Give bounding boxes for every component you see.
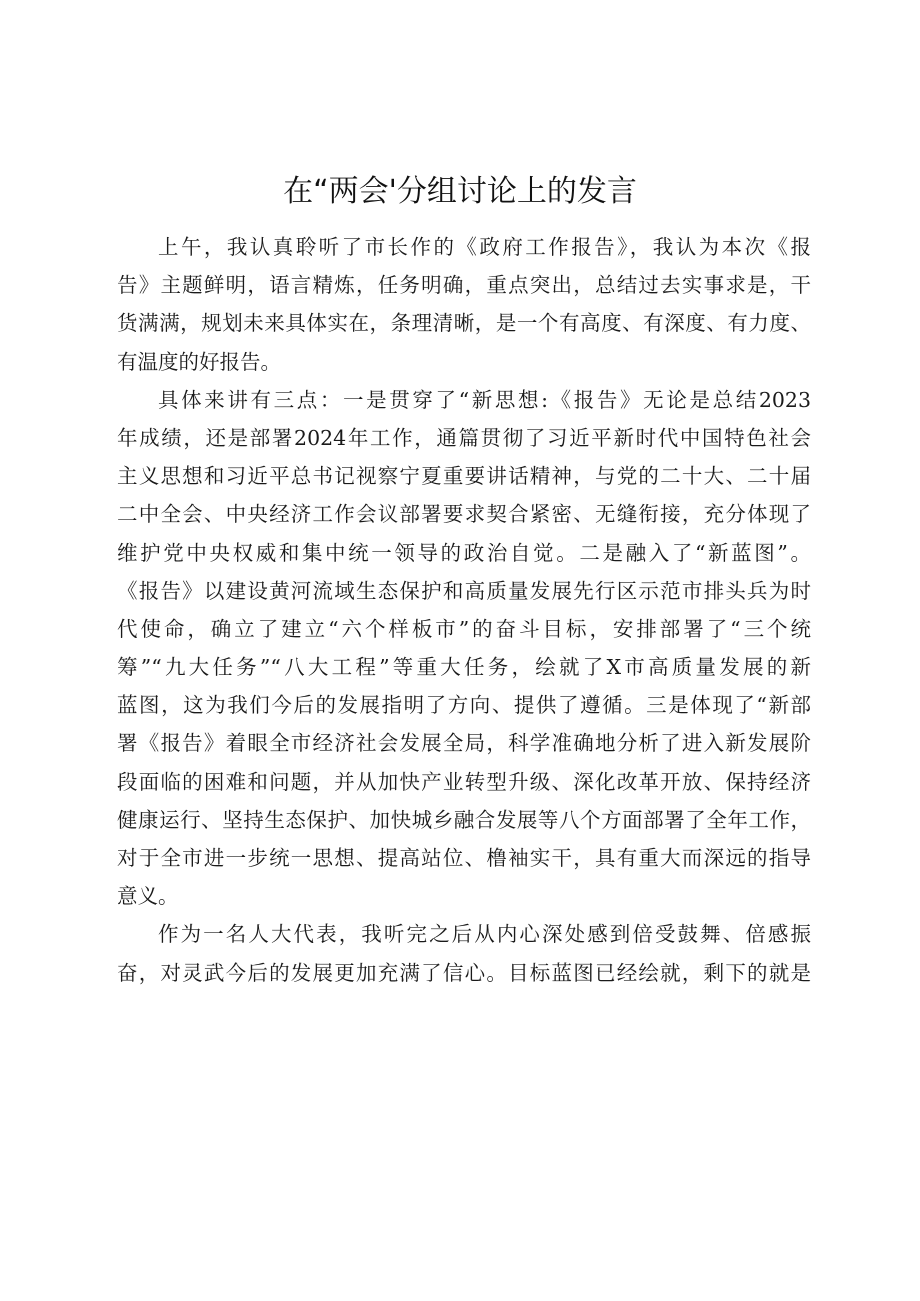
text-line: 货满满，规划未来具体实在，条理清晰，是一个有高度、有深度、有力度、 [117,311,811,336]
paragraph-1 [117,228,811,381]
text-line: 告》主题鲜明，语言精炼，任务明确，重点突出，总结过去实事求是，干 [117,273,811,298]
text-line: 主义思想和习近平总书记视察宁夏重要讲话精神，与党的二十大、二十届 [117,464,811,489]
paragraph-2 [117,381,811,916]
text-line: 蓝图，这为我们今后的发展指明了方向、提供了遵循。三是体现了“新部 [117,693,811,718]
text-line: 维护党中央权威和集中统一领导的政治自觉。二是融入了“新蓝图”。 [117,540,811,565]
document-body [117,228,811,992]
text-line: 有温度的好报告。 [117,349,281,374]
text-line: 二中全会、中央经济工作会议部署要求契合紧密、无缝衔接，充分体现了 [117,502,811,527]
text-line: 健康运行、坚持生态保护、加快城乡融合发展等八个方面部署了全年工作， [117,807,811,832]
text-line: 筹”“九大任务”“八大工程”等重大任务，绘就了X市高质量发展的新 [117,655,811,680]
text-line: 署《报告》着眼全市经济社会发展全局，科学准确地分析了进入新发展阶 [117,731,811,756]
text-line: 年成绩，还是部署2024年工作，通篇贯彻了习近平新时代中国特色社会 [117,425,811,450]
text-line: 上午，我认真聆听了市长作的《政府工作报告》，我认为本次《报 [158,235,811,259]
text-line: 作为一名人大代表，我听完之后从内心深处感到倍受鼓舞、倍感振 [158,922,811,947]
text-line: 奋，对灵武今后的发展更加充满了信心。目标蓝图已经绘就，剩下的就是 [117,960,811,985]
text-line: 具体来讲有三点：一是贯穿了“新思想:《报告》无论是总结2023 [158,387,811,412]
document-title: 在“两会'分组讨论上的发言 [283,174,637,209]
text-line: 《报告》以建设黄河流域生态保护和高质量发展先行区示范市排头兵为时 [117,578,811,603]
text-line: 代使命，确立了建立“六个样板市”的奋斗目标，安排部署了“三个统 [117,616,811,641]
text-line: 意义。 [117,884,179,909]
text-line: 对于全市进一步统一思想、提高站位、橹袖实干，具有重大而深远的指导 [117,846,811,870]
text-line: 段面临的困难和问题，并从加快产业转型升级、深化改革开放、保持经济 [117,769,811,794]
paragraph-3 [117,915,811,991]
